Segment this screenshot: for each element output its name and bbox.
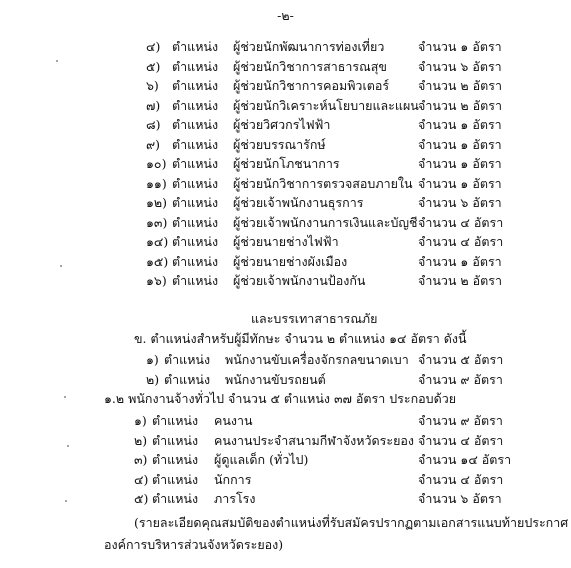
- position-label: ตำแหน่ง: [172, 253, 219, 269]
- position-name: พนักงานขับเครื่องจักรกลขนาดเบา: [225, 352, 409, 367]
- position-label: ตำแหน่ง: [172, 214, 219, 230]
- item-number: ๔): [146, 39, 161, 54]
- position-name: นักการ: [214, 471, 252, 487]
- position-count: จำนวน ๖ อัตรา: [418, 195, 502, 210]
- position-label: ตำแหน่ง: [152, 452, 199, 467]
- page-number: -๒-: [277, 8, 294, 23]
- item-number: ๗): [146, 97, 161, 113]
- item-number: ๕): [134, 491, 149, 506]
- item-number: ๒): [134, 432, 148, 448]
- position-count: จำนวน ๑๔ อัตรา: [418, 452, 512, 467]
- position-count: จำนวน ๔ อัตรา: [418, 471, 504, 487]
- position-name: ผู้ช่วยนักวิชาการสาธารณสุข: [233, 58, 387, 74]
- item-number: ๕): [146, 58, 161, 74]
- position-name: ผู้ช่วยนักวิเคราะห์นโยบายและแผน: [233, 97, 419, 113]
- list-item: [0, 431, 571, 451]
- position-name: ผู้ช่วยนายช่างผังเมือง: [233, 253, 348, 269]
- position-label: ตำแหน่ง: [172, 97, 219, 113]
- position-name: ผู้ช่วยนักโภชนาการ: [233, 156, 340, 171]
- list-item: [0, 115, 571, 135]
- item-number: ๙): [146, 136, 161, 152]
- position-label: ตำแหน่ง: [172, 117, 219, 132]
- position-label: ตำแหน่ง: [172, 273, 219, 288]
- position-count: จำนวน ๕ อัตรา: [418, 352, 504, 367]
- position-name: พนักงานขับรถยนต์: [225, 371, 326, 387]
- list-item: [0, 76, 571, 96]
- item-number: ๑๒): [146, 195, 168, 210]
- list-item: [0, 213, 571, 233]
- position-count: จำนวน ๑ อัตรา: [418, 253, 502, 269]
- position-name: ภารโรง: [214, 491, 256, 506]
- list-item: [0, 252, 571, 272]
- item-number: ๑): [134, 413, 147, 428]
- position-label: ตำแหน่ง: [172, 234, 219, 249]
- scan-speck: [56, 60, 58, 62]
- position-label: ตำแหน่ง: [152, 413, 199, 428]
- item-number: ๒): [146, 371, 160, 387]
- position-label: ตำแหน่ง: [172, 175, 219, 191]
- position-count: จำนวน ๔ อัตรา: [418, 432, 504, 448]
- position-name: ผู้ช่วยนักวิชาการคอมพิวเตอร์: [233, 78, 390, 93]
- item-number: ๔): [134, 471, 149, 487]
- list-item: [0, 232, 571, 252]
- scan-speck: [64, 396, 66, 398]
- position-label: ตำแหน่ง: [164, 371, 211, 387]
- position-name: ผู้ช่วยเจ้าพนักงานธุรการ: [233, 195, 364, 210]
- note-line-2: องค์การบริหารส่วนจังหวัดระยอง): [104, 537, 284, 552]
- list-item: [0, 370, 571, 390]
- group-b-heading: ข. ตำแหน่งสำหรับผู้มีทักษะ จำนวน ๒ ตำแหน่ง ๑๔ อัตรา ดังนี้: [134, 331, 467, 346]
- position-name: ผู้ช่วยนายช่างไฟฟ้า: [233, 234, 339, 249]
- position-count: จำนวน ๑ อัตรา: [418, 136, 502, 152]
- item-number: ๑๖): [146, 273, 167, 288]
- item-number: ๑): [146, 352, 159, 367]
- list-item: [0, 174, 571, 194]
- list-item: [0, 96, 571, 116]
- item-16-continuation: และบรรเทาสาธารณภัย: [251, 311, 378, 326]
- list-item: [0, 470, 571, 490]
- list-item: [0, 37, 571, 57]
- note-line-1: (รายละเอียดคุณสมบัติของตำแหน่งที่รับสมัครปรากฏตามเอกสารแนบท้ายประกาศ: [134, 515, 569, 530]
- position-label: ตำแหน่ง: [152, 471, 199, 487]
- position-count: จำนวน ๑ อัตรา: [418, 39, 502, 54]
- item-number: ๓): [134, 452, 148, 467]
- position-count: จำนวน ๙ อัตรา: [418, 413, 503, 428]
- position-label: ตำแหน่ง: [172, 58, 219, 74]
- position-count: จำนวน ๒ อัตรา: [418, 273, 502, 288]
- item-number: ๑๓): [146, 214, 168, 230]
- position-count: จำนวน ๙ อัตรา: [418, 371, 503, 387]
- position-count: จำนวน ๑ อัตรา: [418, 156, 502, 171]
- scan-speck: [60, 265, 62, 267]
- item-number: ๑๕): [146, 253, 169, 269]
- item-number: ๑๑): [146, 175, 167, 191]
- section-1-2-heading: ๑.๒ พนักงานจ้างทั่วไป จำนวน ๕ ตำแหน่ง ๓๗ อัตรา ประกอบด้วย: [104, 391, 457, 406]
- list-item: [0, 350, 571, 370]
- position-label: ตำแหน่ง: [172, 78, 219, 93]
- item-number: ๖): [146, 78, 159, 93]
- position-count: จำนวน ๑ อัตรา: [418, 175, 502, 191]
- list-item: [0, 489, 571, 509]
- position-count: จำนวน ๔ อัตรา: [418, 234, 504, 249]
- scan-speck: [67, 445, 69, 447]
- position-name: คนงาน: [214, 413, 253, 428]
- position-count: จำนวน ๑ อัตรา: [418, 117, 502, 132]
- position-label: ตำแหน่ง: [172, 39, 219, 54]
- list-item: [0, 271, 571, 291]
- position-label: ตำแหน่ง: [172, 156, 219, 171]
- position-count: จำนวน ๒ อัตรา: [418, 78, 502, 93]
- position-label: ตำแหน่ง: [152, 432, 199, 448]
- list-item: [0, 135, 571, 155]
- position-label: ตำแหน่ง: [164, 352, 211, 367]
- position-name: ผู้ช่วยวิศวกรไฟฟ้า: [233, 117, 331, 132]
- position-name: ผู้ช่วยบรรณารักษ์: [233, 136, 326, 152]
- list-item: [0, 193, 571, 213]
- item-number: ๑๔): [146, 234, 169, 249]
- position-name: ผู้ช่วยนักวิชาการตรวจสอบภายใน: [233, 175, 413, 191]
- position-name: ผู้ดูแลเด็ก (ทั่วไป): [214, 452, 309, 467]
- list-item: [0, 411, 571, 431]
- position-label: ตำแหน่ง: [172, 195, 219, 210]
- item-number: ๑๐): [146, 156, 167, 171]
- position-name: ผู้ช่วยเจ้าพนักงานป้องกัน: [233, 273, 366, 288]
- position-label: ตำแหน่ง: [172, 136, 219, 152]
- position-count: จำนวน ๖ อัตรา: [418, 491, 502, 506]
- position-name: ผู้ช่วยนักพัฒนาการท่องเที่ยว: [233, 39, 385, 54]
- list-item: [0, 57, 571, 77]
- list-item: [0, 154, 571, 174]
- position-name: ผู้ช่วยเจ้าพนักงานการเงินและบัญชี: [233, 214, 418, 230]
- list-item: [0, 450, 571, 470]
- scan-speck: [65, 500, 67, 502]
- position-count: จำนวน ๖ อัตรา: [418, 58, 502, 74]
- position-name: คนงานประจำสนามกีฬาจังหวัดระยอง: [214, 432, 415, 448]
- position-label: ตำแหน่ง: [152, 491, 199, 506]
- position-count: จำนวน ๒ อัตรา: [418, 97, 502, 113]
- position-count: จำนวน ๔ อัตรา: [418, 214, 504, 230]
- item-number: ๘): [146, 117, 161, 132]
